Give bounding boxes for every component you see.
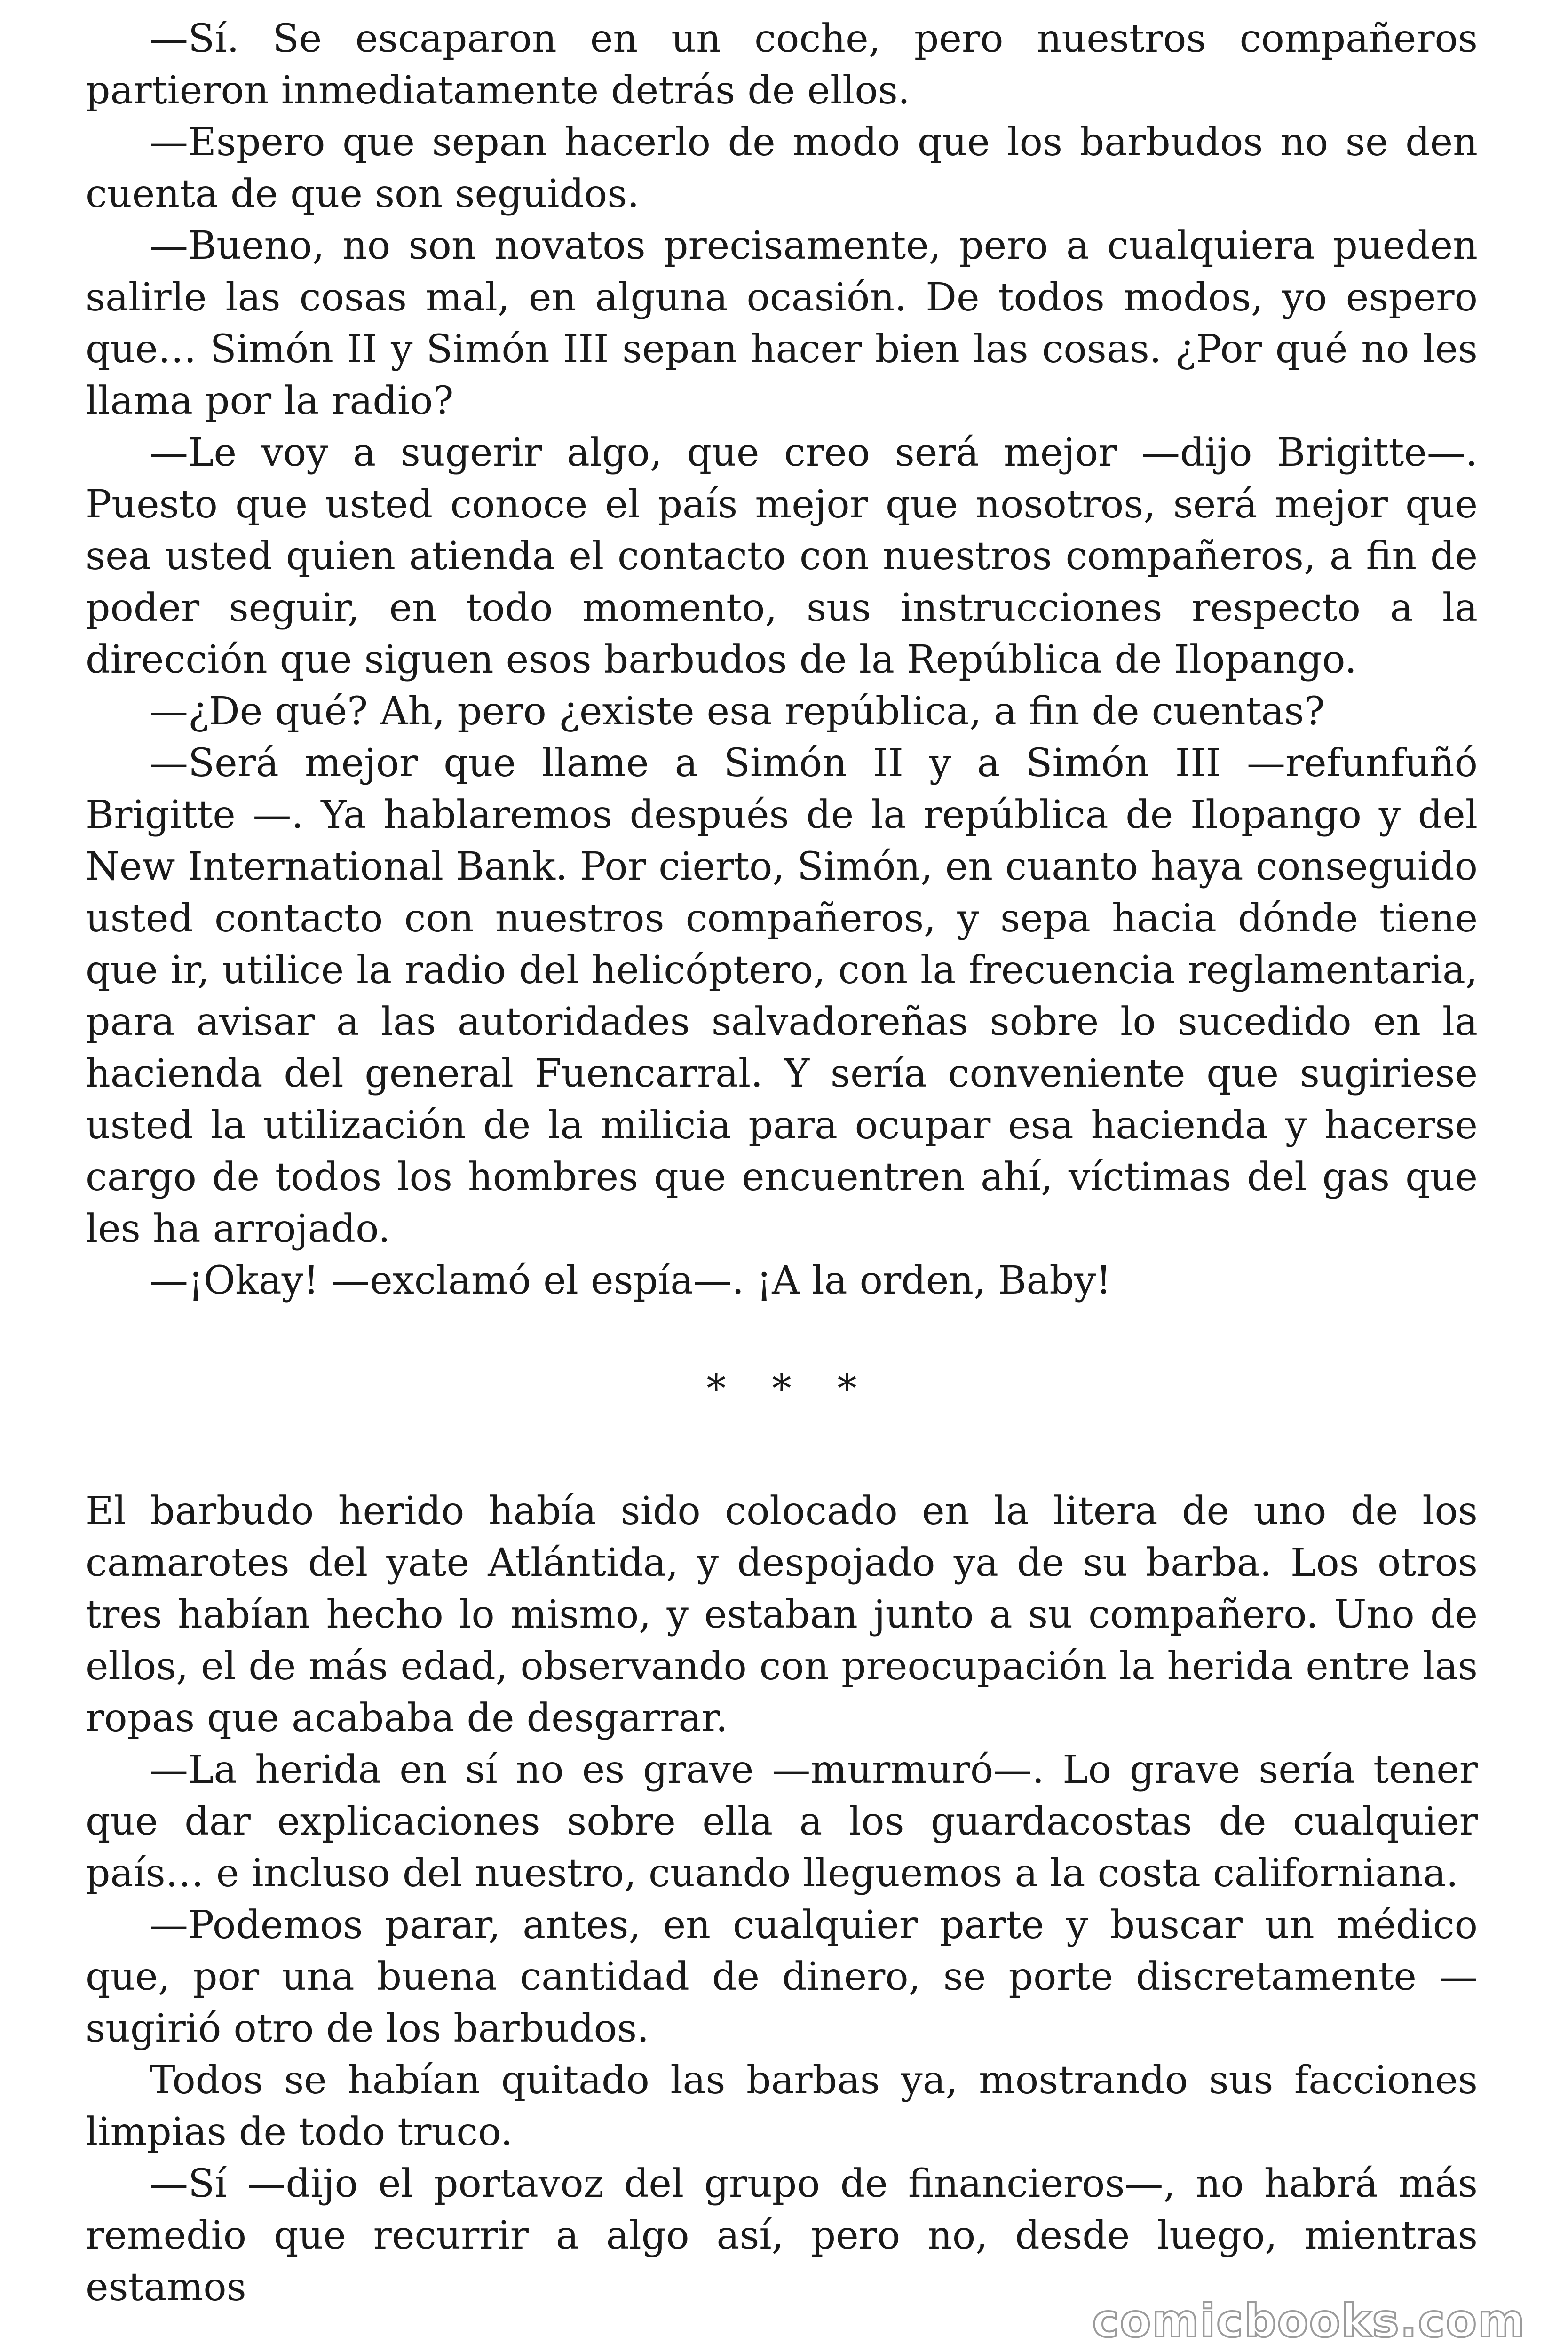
paragraph: —Sí. Se escaparon en un coche, pero nuestros compañeros partieron inmediatamente detrás de ellos. <box>86 16 1478 113</box>
paragraph: —¿De qué? Ah, pero ¿existe esa república, a fin de cuentas? <box>150 689 1325 734</box>
text-column <box>86 13 1478 2313</box>
paragraph: —Podemos parar, antes, en cualquier parte y buscar un médico que, por una buena cantidad de dinero, se porte discretamente —sugirió otro de los barbudos. <box>86 1903 1478 2051</box>
paragraph: —¡Okay! —exclamó el espía—. ¡A la orden, Baby! <box>150 1258 1112 1303</box>
paragraph: —Bueno, no son novatos precisamente, pero a cualquiera pueden salirle las cosas mal, en alguna ocasión. De todos modos, yo espero que… Simón II y Simón III sepan hacer bien las cosas. ¿Por qué no les llama por la radio? <box>86 223 1478 423</box>
paragraph: —Será mejor que llame a Simón II y a Simón III —refunfuñó Brigitte —. Ya hablaremos después de la república de Ilopango y del New International Bank. Por cierto, Simón, en cuanto haya conseguido usted contacto con nuestros compañeros, y sepa hacia dónde tiene que ir, utilice la radio del helicóptero, con la frecuencia reglamentaria, para avisar a las autoridades salvadoreñas sobre lo sucedido en la hacienda del general Fuencarral. Y sería conveniente que sugiriese usted la utilización de la milicia para ocupar esa hacienda y hacerse cargo de todos los hombres que encuentren ahí, víctimas del gas que les ha arrojado. <box>86 741 1478 1251</box>
watermark: comicbooks.com <box>1092 2295 1526 2347</box>
paragraph: —La herida en sí no es grave —murmuró—. Lo grave sería tener que dar explicaciones sobre ella a los guardacostas de cualquier país… e incluso del nuestro, cuando lleguemos a la costa californiana. <box>86 1748 1478 1896</box>
paragraph: —Le voy a sugerir algo, que creo será mejor —dijo Brigitte—. Puesto que usted conoce el país mejor que nosotros, será mejor que sea usted quien atienda el contacto con nuestros compañeros, a fin de poder seguir, en todo momento, sus instrucciones respecto a la dirección que siguen esos barbudos de la República de Ilopango. <box>86 430 1478 682</box>
scene-break: * * * <box>706 1367 874 1411</box>
paragraph: —Sí —dijo el portavoz del grupo de financieros—, no habrá más remedio que recurrir a algo así, pero no, desde luego, mientras estamos <box>86 2161 1478 2310</box>
paragraph: —Espero que sepan hacerlo de modo que los barbudos no se den cuenta de que son seguidos. <box>86 120 1478 216</box>
paragraph: El barbudo herido había sido colocado en la litera de uno de los camarotes del yate Atlántida, y despojado ya de su barba. Los otros tres habían hecho lo mismo, y estaban junto a su compañero. Uno de ellos, el de más edad, observando con preocupación la herida entre las ropas que acababa de desgarrar. <box>86 1489 1478 1740</box>
paragraph: Todos se habían quitado las barbas ya, mostrando sus facciones limpias de todo truco. <box>86 2058 1478 2154</box>
